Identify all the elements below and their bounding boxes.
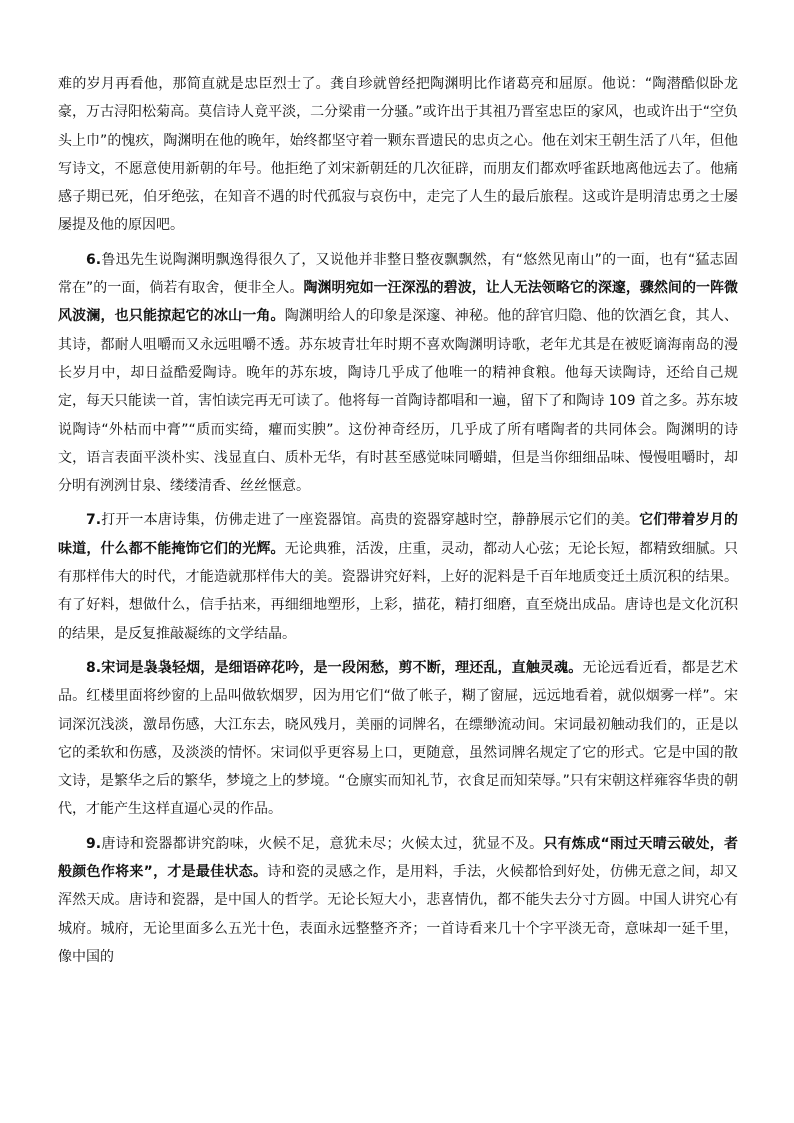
paragraph-7 [58,506,738,647]
emphasized-sentence: 只有炼成“雨过天晴云破处，者般颜色作将来”，才是最佳状态。 [58,835,738,881]
paragraph-text: 陶渊明给人的印象是深邃、神秘。他的辞官归隐、他的饮酒乞食，其人、其诗，都耐人咀嚼而又永远咀嚼不透。苏东坡青壮年时期不喜欢陶渊明诗歌，老年尤其是在被贬谪海南岛的漫长岁月中，却日益酷爱陶诗。晚年的苏东坡，陶诗几乎成了他唯一的精神食粮。他每天读陶诗，还给自己规定，每天只能读一首，害怕读完再无可读了。他将每一首陶诗都唱和一遍，留下了和陶诗 109 首之多。苏东坡说陶诗“外枯而中膏”“质而实绮，癯而实腴”。这份神奇经历，几乎成了所有嗜陶者的共同体会。陶渊明的诗文，语言表面平淡朴实、浅显直白、质朴无华，有时甚至感觉味同嚼蜡，但是当你细细品味、慢慢咀嚼时，却分明有洌洌甘泉、缕缕清香、丝丝惬意。 [58,308,739,495]
paragraph-6 [58,246,738,501]
paragraph-text: 打开一本唐诗集，仿佛走进了一座瓷器馆。高贵的瓷器穿越时空，静静展示它们的美。 [101,512,640,529]
paragraph-number: 9. [86,835,102,852]
paragraph-text: 难的岁月再看他，那简直就是忠臣烈士了。龚自珍就曾经把陶渊明比作诸葛亮和屈原。他说：“陶潜酷似卧龙豪，万古浔阳松菊高。莫信诗人竟平淡，二分梁甫一分骚。”或许出于其祖乃晋室忠臣的家风，也或许出于“空负头上巾”的愧疚，陶渊明在他的晚年，始终都坚守着一颗东晋遗民的忠贞之心。他在刘宋王朝生活了八年，但他写诗文，不愿意使用新朝的年号。他拒绝了刘宋新朝廷的几次征辟，而朋友们都欢呼雀跃地离他远去了。他痛感子期已死，伯牙绝弦，在知音不遇的时代孤寂与哀伤中，走完了人生的最后旅程。这或许是明清忠勇之士屡屡提及他的原因吧。 [58,76,738,234]
document-page [58,70,738,977]
paragraph-number: 7. [86,512,102,529]
paragraph-text: 无论远看近看，都是艺术品。红楼里面将纱窗的上品叫做软烟罗，因为用它们“做了帐子，糊了窗屉，远远地看着，就似烟雾一样”。宋词深沉浅淡，激昂伤感，大江东去，晓风残月，美丽的词牌名，在缥缈流动间。宋词最初触动我们的，正是以它的柔软和伤感，及淡淡的情怀。宋词似乎更容易上口，更随意，虽然词牌名规定了它的形式。它是中国的散文诗，是繁华之后的繁华，梦境之上的梦境。“仓廪实而知礼节，衣食足而知荣辱。”只有宋朝这样雍容华贵的朝代，才能产生这样直逼心灵的作品。 [58,659,739,818]
emphasized-sentence: 陶渊明宛如一汪深泓的碧波，让人无法领略它的深邃，骤然间的一阵微风波澜，也只能掠起它的冰山一角。 [58,280,738,325]
paragraph-5-continuation [58,70,738,240]
emphasized-sentence: 它们带着岁月的味道，什么都不能掩饰它们的光辉。 [58,512,739,557]
emphasized-sentence: 宋词是袅袅轻烟，是细语碎花吟，是一段闲愁，剪不断，理还乱，直触灵魂。 [101,659,583,676]
paragraph-text: 无论典雅，活泼，庄重，灵动，都动人心弦；无论长短，都精致细腻。只有那样伟大的时代，才能造就那样伟大的美。瓷器讲究好料，上好的泥料是千百年地质变迁土质沉积的结果。有了好料，想做什么，信手拈来，再细细地塑形，上彩，描花，精打细磨，直至烧出成品。唐诗也是文化沉积的结果，是反复推敲凝练的文学结晶。 [58,540,739,642]
paragraph-text: 鲁迅先生说陶渊明飘逸得很久了，又说他并非整日整夜飘飘然，有“悠然见南山”的一面，也有“猛志固常在”的一面，倘若有取舍，便非全人。 [58,251,738,297]
paragraph-8 [58,654,738,824]
paragraph-number: 6. [86,251,102,268]
paragraph-9 [58,830,738,971]
paragraph-text: 唐诗和瓷器都讲究韵味，火候不足，意犹未尽；火候太过，犹显不及。 [101,835,544,852]
paragraph-number: 8. [86,659,102,676]
paragraph-text: 诗和瓷的灵感之作，是用料，手法，火候都恰到好处，仿佛无意之间，却又浑然天成。唐诗和瓷器，是中国人的哲学。无论长短大小，悲喜情仇，都不能失去分寸方圆。中国人讲究心有城府。城府，无论里面多么五光十色，表面永远整整齐齐；一首诗看来几十个字平淡无奇，意味却一延千里，像中国的 [58,864,739,965]
